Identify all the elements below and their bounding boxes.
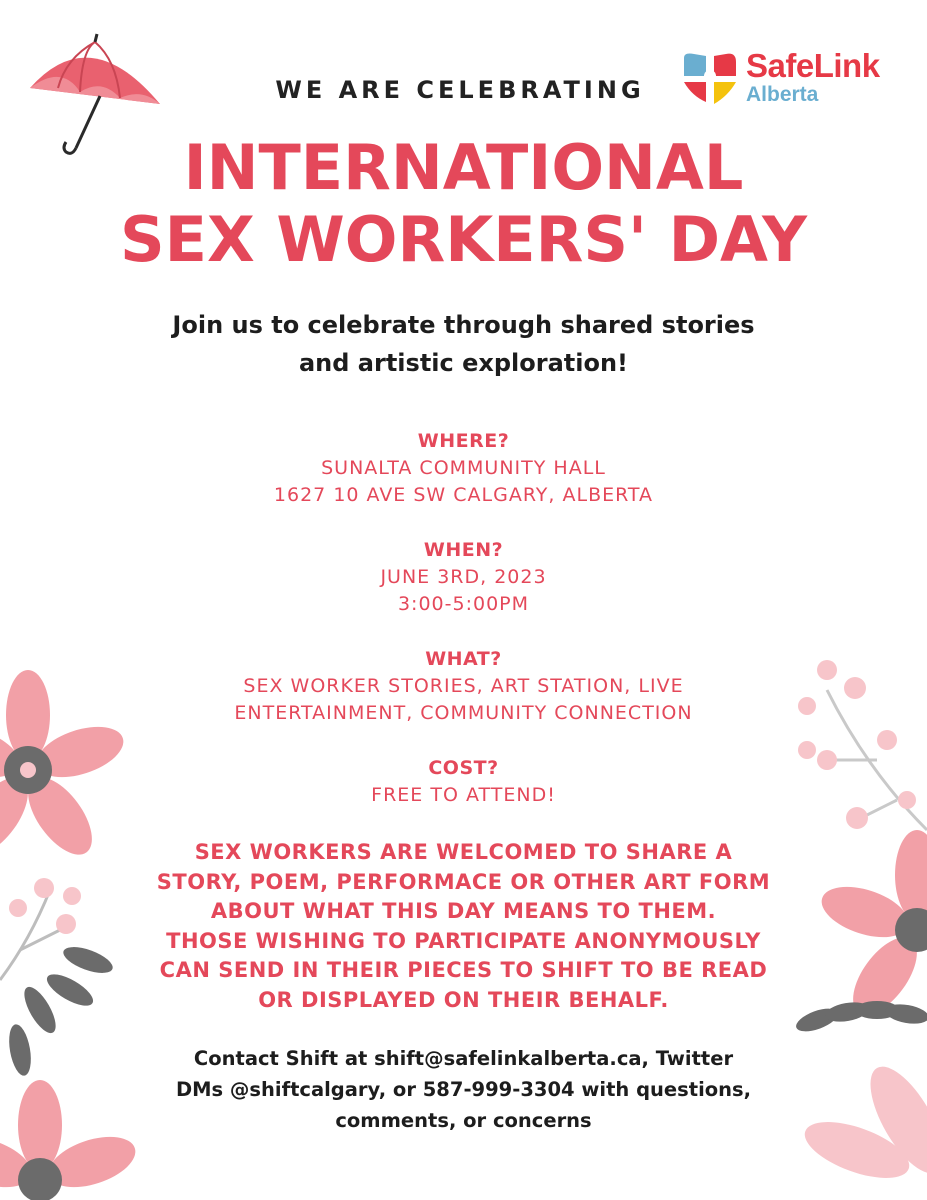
when-line: JUNE 3RD, 2023 <box>380 566 547 588</box>
cost-label: COST? <box>428 757 499 779</box>
intro-text <box>100 306 827 382</box>
contact-info <box>150 1043 777 1136</box>
contact-line: Contact Shift at shift@safelinkalberta.ca, Twitter <box>193 1047 734 1070</box>
what-line: SEX WORKER STORIES, ART STATION, LIVE <box>243 675 684 697</box>
title-line: SEX WORKERS' DAY <box>120 203 807 276</box>
callout-line: SEX WORKERS ARE WELCOMED TO SHARE A <box>194 840 733 864</box>
callout-line: CAN SEND IN THEIR PIECES TO SHIFT TO BE READ <box>159 958 768 982</box>
callout-line: THOSE WISHING TO PARTICIPATE ANONYMOUSLY <box>166 928 761 953</box>
intro-line: and artistic exploration! <box>298 349 628 377</box>
intro-line: Join us to celebrate through shared stories <box>172 311 755 339</box>
when-line: 3:00-5:00PM <box>397 593 530 615</box>
where-line: SUNALTA COMMUNITY HALL <box>321 457 606 479</box>
page-title <box>0 132 927 276</box>
logo-subtitle: Alberta <box>746 83 819 106</box>
safelink-logo <box>680 48 910 108</box>
contact-line: DMs @shiftcalgary, or 587-999-3304 with questions, <box>175 1078 752 1101</box>
where-label: WHERE? <box>417 430 510 452</box>
kicker-text: WE ARE CELEBRATING <box>275 76 645 104</box>
callout-line: ABOUT WHAT THIS DAY MEANS TO THEM. <box>210 899 717 923</box>
logo-name: SafeLink <box>746 47 880 84</box>
cost-section <box>150 755 777 809</box>
what-label: WHAT? <box>425 648 502 670</box>
cost-line: FREE TO ATTEND! <box>371 784 556 806</box>
where-line: 1627 10 AVE SW CALGARY, ALBERTA <box>273 484 654 506</box>
callout-line: STORY, POEM, PERFORMACE OR OTHER ART FORM <box>156 869 771 894</box>
when-section <box>150 537 777 618</box>
participation-callout <box>110 838 817 1015</box>
what-section <box>120 646 807 727</box>
where-section <box>150 428 777 509</box>
what-line: ENTERTAINMENT, COMMUNITY CONNECTION <box>234 702 693 724</box>
callout-line: OR DISPLAYED ON THEIR BEHALF. <box>258 987 669 1012</box>
title-line: INTERNATIONAL <box>183 131 744 204</box>
when-label: WHEN? <box>423 539 504 561</box>
contact-line: comments, or concerns <box>335 1109 592 1132</box>
